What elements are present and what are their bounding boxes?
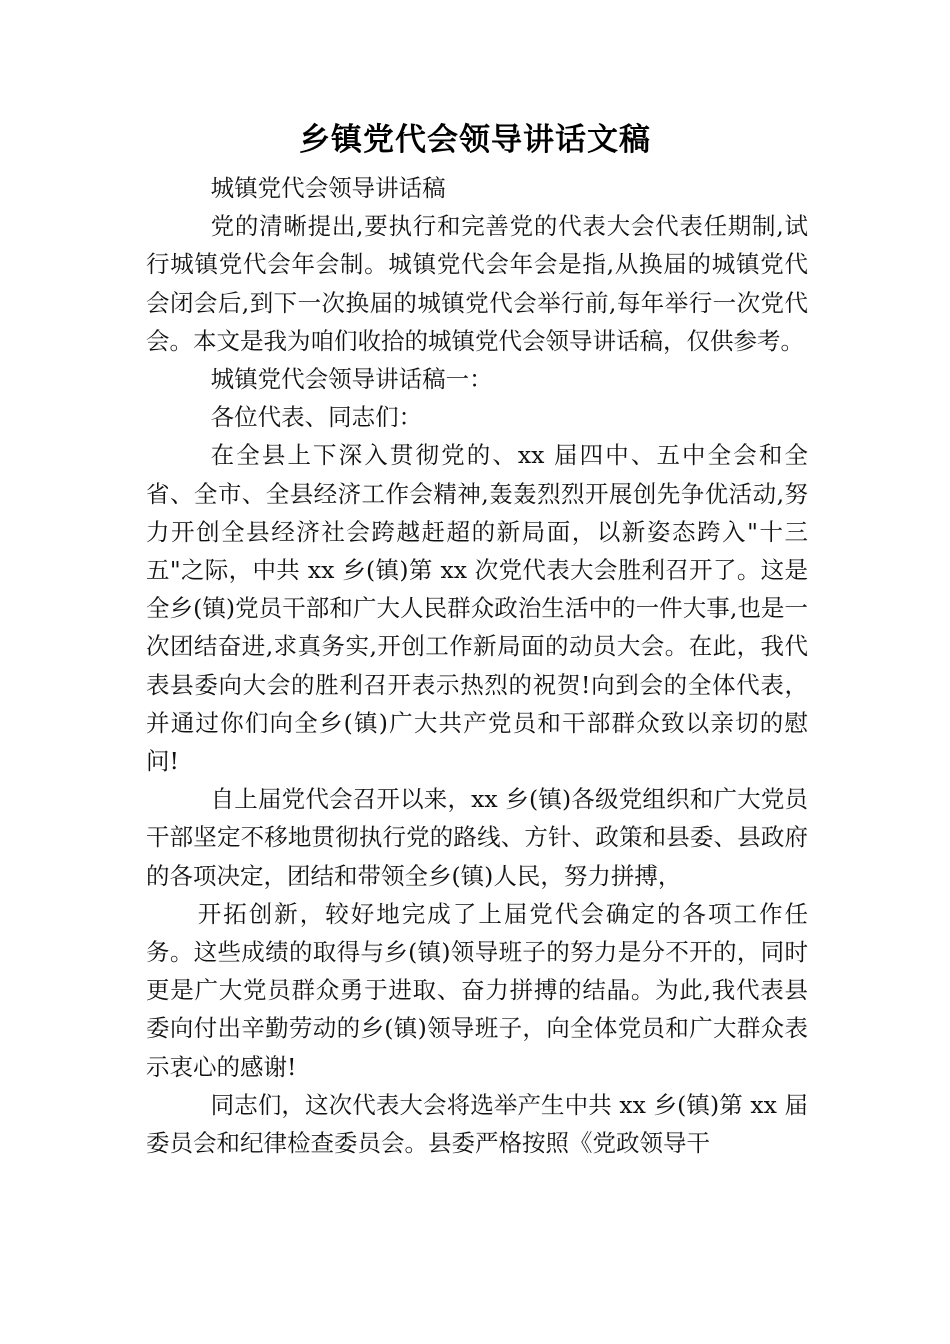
paragraph-achievements: 自上届党代会召开以来，xx 乡(镇)各级党组织和广大党员干部坚定不移地贯彻执行党的路线、方针、政策和县委、县政府的各项决定，团结和带领全乡(镇)人民，努力拼搏， <box>146 785 808 890</box>
paragraph-section-heading: 城镇党代会领导讲话稿一： <box>210 365 493 394</box>
paragraph-salutation: 各位代表、同志们： <box>210 403 423 432</box>
document-body <box>146 169 808 1162</box>
paragraph-opening: 在全县上下深入贯彻党的、xx 届四中、五中全会和全省、全市、全县经济工作会精神,轰轰烈烈开展创先争优活动,努力开创全县经济社会跨越赶超的新局面，以新姿态跨入"十三五"之际，中共 xx 乡(镇)第 xx 次党代表大会胜利召开了。这是全乡(镇)党员干部和广大人民群众政治生活中的一件大事,也是一次团结奋进,求真务实,开创工作新局面的动员大会。在此，我代表县委向大会的胜利召开表示热烈的祝贺!向到会的全体代表，并通过你们向全乡(镇)广大共产党员和干部群众致以亲切的慰问! <box>146 441 808 776</box>
document-title: 乡镇党代会领导讲话文稿 <box>299 122 651 158</box>
paragraph-election: 同志们，这次代表大会将选举产生中共 xx 乡(镇)第 xx 届委员会和纪律检查委员会。县委严格按照《党政领导干 <box>146 1090 808 1158</box>
paragraph-intro: 党的清晰提出,要执行和完善党的代表大会代表任期制,试行城镇党代会年会制。城镇党代会年会是指,从换届的城镇党代会闭会后,到下一次换届的城镇党代会举行前,每年举行一次党代会。本文是我为咱们收拾的城镇党代会领导讲话稿，仅供参考。 <box>146 212 808 355</box>
paragraph-achievements-cont: 开拓创新，较好地完成了上届党代会确定的各项工作任务。这些成绩的取得与乡(镇)领导班子的努力是分不开的，同时更是广大党员群众勇于进取、奋力拼搏的结晶。为此,我代表县委向付出辛勤劳动的乡(镇)领导班子，向全体党员和广大群众表示衷心的感谢! <box>146 899 808 1081</box>
paragraph-subtitle: 城镇党代会领导讲话稿 <box>210 174 446 202</box>
